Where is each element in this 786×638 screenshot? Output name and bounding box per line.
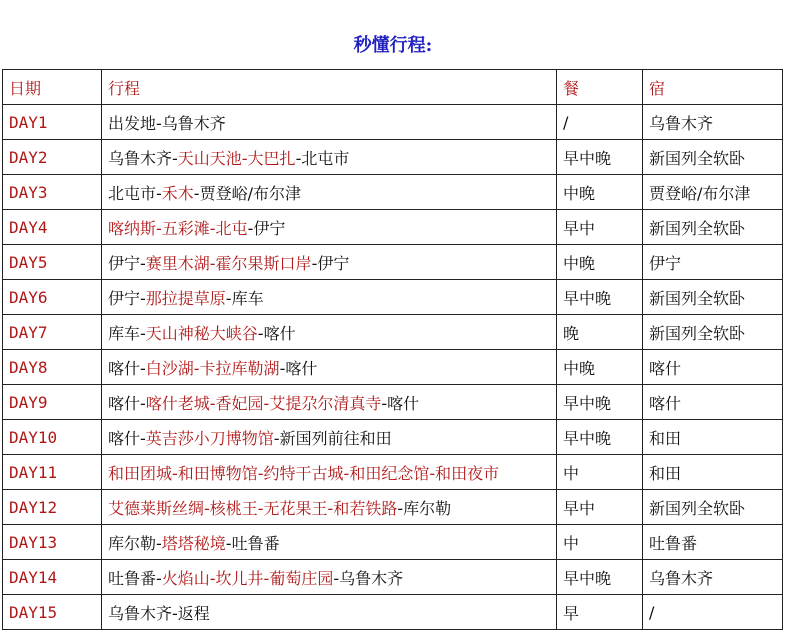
header-day: 日期 xyxy=(3,70,102,105)
table-row xyxy=(3,455,783,490)
meal-cell: 早中晚 xyxy=(557,140,643,175)
day-cell: DAY1 xyxy=(3,105,102,140)
route-cell xyxy=(102,315,557,350)
day-cell: DAY8 xyxy=(3,350,102,385)
meal-cell: 中晚 xyxy=(557,175,643,210)
meal-cell: 中 xyxy=(557,455,643,490)
route-segment: -喀什 xyxy=(279,358,318,378)
route-segment: -伊宁 xyxy=(311,253,350,273)
meal-cell: 早中晚 xyxy=(557,385,643,420)
stay-cell: 和田 xyxy=(643,455,783,490)
route-cell xyxy=(102,350,557,385)
header-meal: 餐 xyxy=(557,70,643,105)
route-segment: 喀什- xyxy=(108,393,146,413)
route-segment: -库车 xyxy=(225,288,264,308)
route-segment: 伊宁- xyxy=(108,253,146,273)
route-cell xyxy=(102,210,557,245)
route-segment: 禾木 xyxy=(161,183,194,203)
route-cell xyxy=(102,560,557,595)
route-cell xyxy=(102,105,557,140)
table-row xyxy=(3,560,783,595)
itinerary-table xyxy=(2,69,783,630)
stay-cell: 新国列全软卧 xyxy=(643,315,783,350)
route-cell xyxy=(102,420,557,455)
day-cell: DAY3 xyxy=(3,175,102,210)
route-segment: 天山神秘大峡谷 xyxy=(145,323,258,343)
route-segment: 英吉莎小刀博物馆 xyxy=(145,428,274,448)
route-segment: 那拉提草原 xyxy=(145,288,226,308)
itinerary-body xyxy=(3,70,783,630)
day-cell: DAY6 xyxy=(3,280,102,315)
route-segment: 赛里木湖-霍尔果斯口岸 xyxy=(145,253,312,273)
table-row xyxy=(3,525,783,560)
route-cell xyxy=(102,525,557,560)
route-segment: -北屯市 xyxy=(295,148,350,168)
route-cell xyxy=(102,140,557,175)
route-segment: -库尔勒 xyxy=(397,498,452,518)
stay-cell: 伊宁 xyxy=(643,245,783,280)
route-segment: 库车- xyxy=(108,323,146,343)
route-segment: 吐鲁番- xyxy=(108,568,162,588)
meal-cell: 早中晚 xyxy=(557,420,643,455)
route-segment: 出发地-乌鲁木齐 xyxy=(108,113,226,133)
route-segment: 白沙湖-卡拉库勒湖 xyxy=(145,358,280,378)
meal-cell: 中 xyxy=(557,525,643,560)
route-segment: -喀什 xyxy=(257,323,296,343)
meal-cell: 早中晚 xyxy=(557,560,643,595)
table-row xyxy=(3,595,783,630)
meal-cell: 早中 xyxy=(557,490,643,525)
meal-cell: 晚 xyxy=(557,315,643,350)
route-segment: -伊宁 xyxy=(247,218,286,238)
stay-cell: 新国列全软卧 xyxy=(643,280,783,315)
table-row xyxy=(3,245,783,280)
route-segment: 天山天池-大巴扎 xyxy=(177,148,296,168)
meal-cell: 中晚 xyxy=(557,350,643,385)
table-row xyxy=(3,175,783,210)
route-segment: 艾德莱斯丝绸-核桃王-无花果王-和若铁路 xyxy=(108,498,398,518)
route-segment: -新国列前往和田 xyxy=(273,428,392,448)
table-row xyxy=(3,105,783,140)
table-row xyxy=(3,315,783,350)
meal-cell: 早中晚 xyxy=(557,280,643,315)
table-row xyxy=(3,280,783,315)
route-cell xyxy=(102,385,557,420)
day-cell: DAY4 xyxy=(3,210,102,245)
route-segment: 乌鲁木齐- xyxy=(108,148,178,168)
route-cell xyxy=(102,175,557,210)
route-cell xyxy=(102,455,557,490)
stay-cell: 乌鲁木齐 xyxy=(643,105,783,140)
meal-cell: 中晚 xyxy=(557,245,643,280)
route-segment: -吐鲁番 xyxy=(225,533,280,553)
table-row xyxy=(3,420,783,455)
stay-cell: 贾登峪/布尔津 xyxy=(643,175,783,210)
route-cell xyxy=(102,490,557,525)
route-segment: 喀什- xyxy=(108,428,146,448)
page-title: 秒懂行程: xyxy=(353,35,433,56)
table-row xyxy=(3,350,783,385)
route-segment: 喀纳斯-五彩滩-北屯 xyxy=(108,218,248,238)
stay-cell: 喀什 xyxy=(643,350,783,385)
stay-cell: 喀什 xyxy=(643,385,783,420)
table-row xyxy=(3,385,783,420)
stay-cell: 新国列全软卧 xyxy=(643,490,783,525)
stay-cell: 吐鲁番 xyxy=(643,525,783,560)
day-cell: DAY11 xyxy=(3,455,102,490)
day-cell: DAY5 xyxy=(3,245,102,280)
route-cell xyxy=(102,595,557,630)
day-cell: DAY2 xyxy=(3,140,102,175)
table-row xyxy=(3,490,783,525)
route-segment: 火焰山-坎儿井-葡萄庄园 xyxy=(161,568,334,588)
meal-cell: 早 xyxy=(557,595,643,630)
route-cell xyxy=(102,245,557,280)
day-cell: DAY15 xyxy=(3,595,102,630)
route-segment: 塔塔秘境 xyxy=(161,533,226,553)
route-segment: -贾登峪/布尔津 xyxy=(193,183,301,203)
route-segment: 库尔勒- xyxy=(108,533,162,553)
day-cell: DAY9 xyxy=(3,385,102,420)
day-cell: DAY14 xyxy=(3,560,102,595)
table-row xyxy=(3,210,783,245)
day-cell: DAY10 xyxy=(3,420,102,455)
stay-cell: 新国列全软卧 xyxy=(643,210,783,245)
route-segment: 喀什- xyxy=(108,358,146,378)
meal-cell: 早中 xyxy=(557,210,643,245)
meal-cell: / xyxy=(557,105,643,140)
route-cell xyxy=(102,280,557,315)
header-route: 行程 xyxy=(102,70,557,105)
route-segment: 北屯市- xyxy=(108,183,162,203)
stay-cell: / xyxy=(643,595,783,630)
day-cell: DAY7 xyxy=(3,315,102,350)
header-stay: 宿 xyxy=(643,70,783,105)
day-cell: DAY13 xyxy=(3,525,102,560)
route-segment: 伊宁- xyxy=(108,288,146,308)
route-segment: -喀什 xyxy=(381,393,420,413)
route-segment: 喀什老城-香妃园-艾提尕尔清真寺 xyxy=(145,393,382,413)
stay-cell: 乌鲁木齐 xyxy=(643,560,783,595)
table-row xyxy=(3,140,783,175)
route-segment: 和田团城-和田博物馆-约特干古城-和田纪念馆-和田夜市 xyxy=(108,463,500,483)
stay-cell: 新国列全软卧 xyxy=(643,140,783,175)
day-cell: DAY12 xyxy=(3,490,102,525)
route-segment: -乌鲁木齐 xyxy=(333,568,404,588)
stay-cell: 和田 xyxy=(643,420,783,455)
route-segment: 乌鲁木齐-返程 xyxy=(108,603,210,623)
table-header-row xyxy=(3,70,783,105)
